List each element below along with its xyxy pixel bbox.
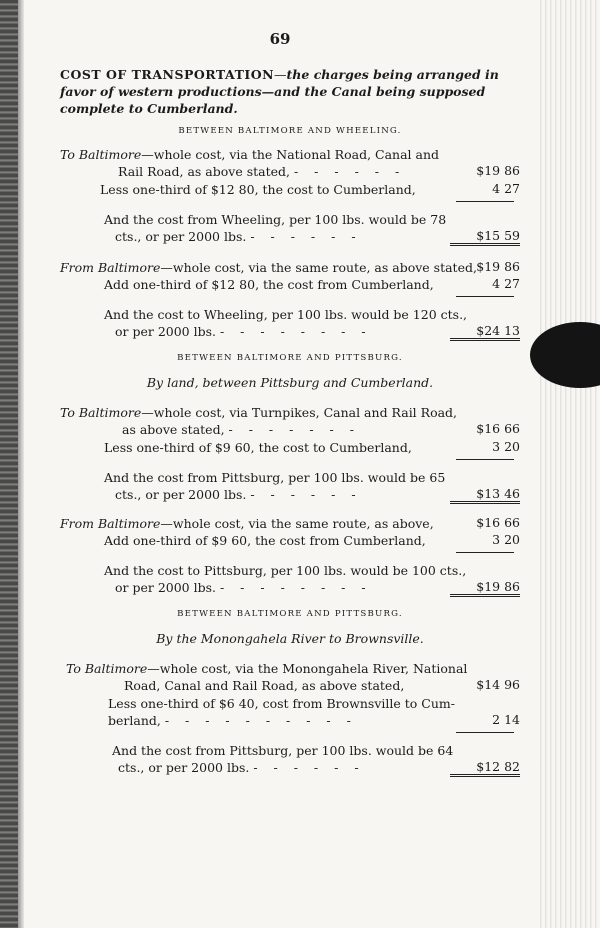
to-and-line1: And the cost from Wheeling, per 100 lbs. would be 78 — [104, 212, 447, 227]
to-total: $13 46 — [450, 486, 520, 504]
to-and-line2: cts., or per 2000 lbs. - - - - - - — [118, 760, 365, 775]
to-total: $12 82 — [450, 759, 520, 777]
page-header — [60, 66, 520, 117]
from-baltimore-line1: From Baltimore—whole cost, via the same route, as above, — [60, 516, 434, 531]
rule — [456, 552, 514, 553]
rule — [456, 459, 514, 460]
from-baltimore-line1: From Baltimore—whole cost, via the same route, as above stated, — [60, 260, 477, 275]
from-add-line: Add one-third of $12 80, the cost from Cumberland, — [104, 277, 434, 292]
to-less-line2: berland, - - - - - - - - - - — [108, 713, 357, 728]
section-heading-wheeling: BETWEEN BALTIMORE AND WHEELING. — [178, 126, 402, 136]
to-amount-2: 2 14 — [492, 712, 520, 727]
to-baltimore-line2: as above stated, - - - - - - - — [122, 422, 360, 437]
page-edge-texture — [540, 0, 600, 928]
from-amount-1: $19 86 — [476, 259, 520, 274]
section-subheading: By the Monongahela River to Brownsville. — [156, 631, 424, 646]
binding-shadow — [18, 0, 24, 928]
header-subtitle: the charges being arranged in favor of western productions—and the Canal being supposed complete to Cumberland. — [60, 67, 499, 116]
to-baltimore-line1: To Baltimore—whole cost, via the Monongahela River, National — [66, 661, 468, 676]
to-amount-2: 3 20 — [492, 439, 520, 454]
section-heading-pittsburg-river: BETWEEN BALTIMORE AND PITTSBURG. — [177, 609, 403, 619]
header-dash: — — [274, 67, 287, 82]
rule — [456, 296, 514, 297]
to-less-line: Less one-third of $12 80, the cost to Cumberland, — [100, 182, 416, 197]
to-and-line2: cts., or per 2000 lbs. - - - - - - — [115, 487, 362, 502]
from-and-line1: And the cost to Pittsburg, per 100 lbs. would be 100 cts., — [104, 563, 467, 578]
to-and-line1: And the cost from Pittsburg, per 100 lbs. would be 64 — [112, 743, 454, 758]
from-total: $24 13 — [450, 323, 520, 341]
book-binding-edge — [0, 0, 18, 928]
from-add-line: Add one-third of $9 60, the cost from Cumberland, — [104, 533, 426, 548]
from-total: $19 86 — [450, 579, 520, 597]
section-heading-pittsburg-land: BETWEEN BALTIMORE AND PITTSBURG. — [177, 353, 403, 363]
to-and-line1: And the cost from Pittsburg, per 100 lbs. would be 65 — [104, 470, 446, 485]
section-subheading: By land, between Pittsburg and Cumberland. — [146, 375, 434, 390]
from-amount-2: 4 27 — [492, 276, 520, 291]
rule — [456, 732, 514, 733]
to-amount-1: $19 86 — [476, 163, 520, 178]
from-and-line1: And the cost to Wheeling, per 100 lbs. would be 120 cts., — [104, 307, 468, 322]
to-amount-1: $14 96 — [476, 677, 520, 692]
to-and-line2: cts., or per 2000 lbs. - - - - - - — [115, 229, 362, 244]
to-amount-2: 4 27 — [492, 181, 520, 196]
to-baltimore-line2: Rail Road, as above stated, - - - - - - — [118, 164, 406, 179]
to-baltimore-line1: To Baltimore—whole cost, via the National Road, Canal and — [60, 147, 440, 162]
to-less-line1: Less one-third of $6 40, cost from Brownsville to Cum- — [108, 696, 455, 711]
from-amount-2: 3 20 — [492, 532, 520, 547]
from-amount-1: $16 66 — [476, 515, 520, 530]
rule — [456, 201, 514, 202]
page-number: 69 — [269, 30, 291, 48]
to-total: $15 59 — [450, 228, 520, 246]
from-and-line2: or per 2000 lbs. - - - - - - - - — [115, 580, 372, 595]
to-baltimore-line2: Road, Canal and Rail Road, as above stated, — [124, 678, 405, 693]
to-amount-1: $16 66 — [476, 421, 520, 436]
to-less-line: Less one-third of $9 60, the cost to Cumberland, — [104, 440, 412, 455]
header-title: COST OF TRANSPORTATION — [60, 67, 275, 82]
to-baltimore-line1: To Baltimore—whole cost, via Turnpikes, Canal and Rail Road, — [60, 405, 458, 420]
from-and-line2: or per 2000 lbs. - - - - - - - - — [115, 324, 372, 339]
